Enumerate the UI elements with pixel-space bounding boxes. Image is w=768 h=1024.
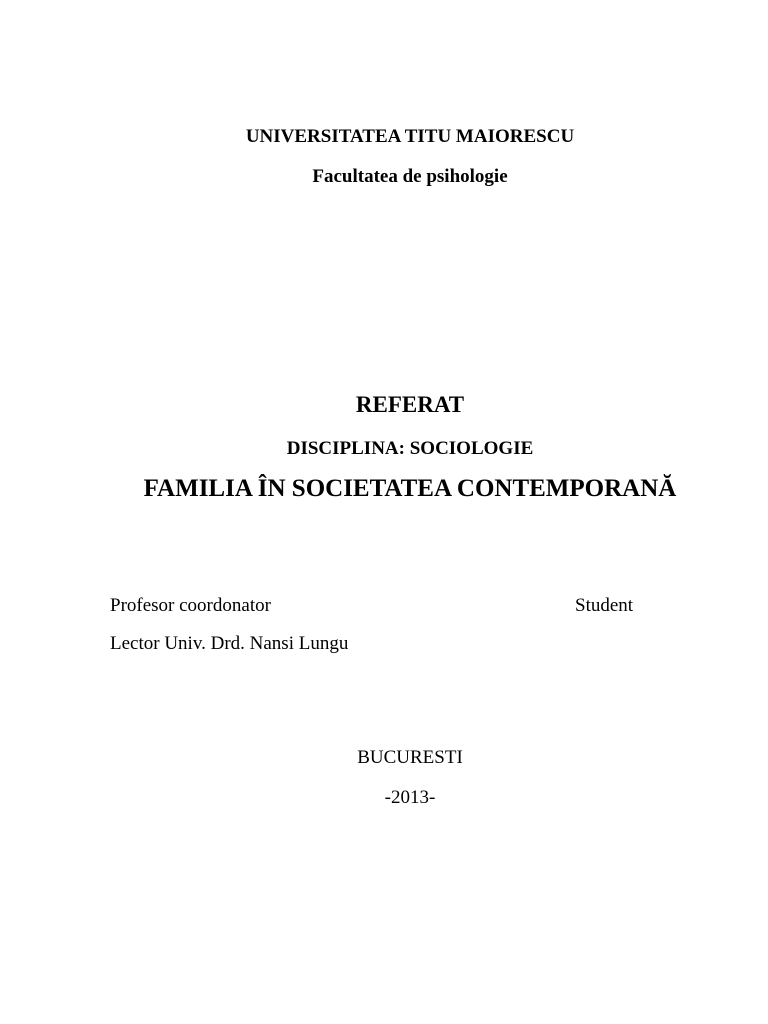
city-name: BUCURESTI: [357, 747, 463, 768]
document-year: -2013-: [384, 787, 436, 808]
university-name: UNIVERSITATEA TITU MAIORESCU: [245, 126, 575, 147]
document-type: REFERAT: [355, 392, 465, 417]
discipline-label: DISCIPLINA: SOCIOLOGIE: [286, 438, 534, 459]
coordinator-label: Profesor coordonator: [110, 595, 271, 616]
coordinator-name: Lector Univ. Drd. Nansi Lungu: [110, 633, 349, 654]
student-label: Student: [575, 595, 634, 616]
document-topic: FAMILIA ÎN SOCIETATEA CONTEMPORANĂ: [143, 475, 677, 502]
faculty-name: Facultatea de psihologie: [312, 166, 508, 187]
